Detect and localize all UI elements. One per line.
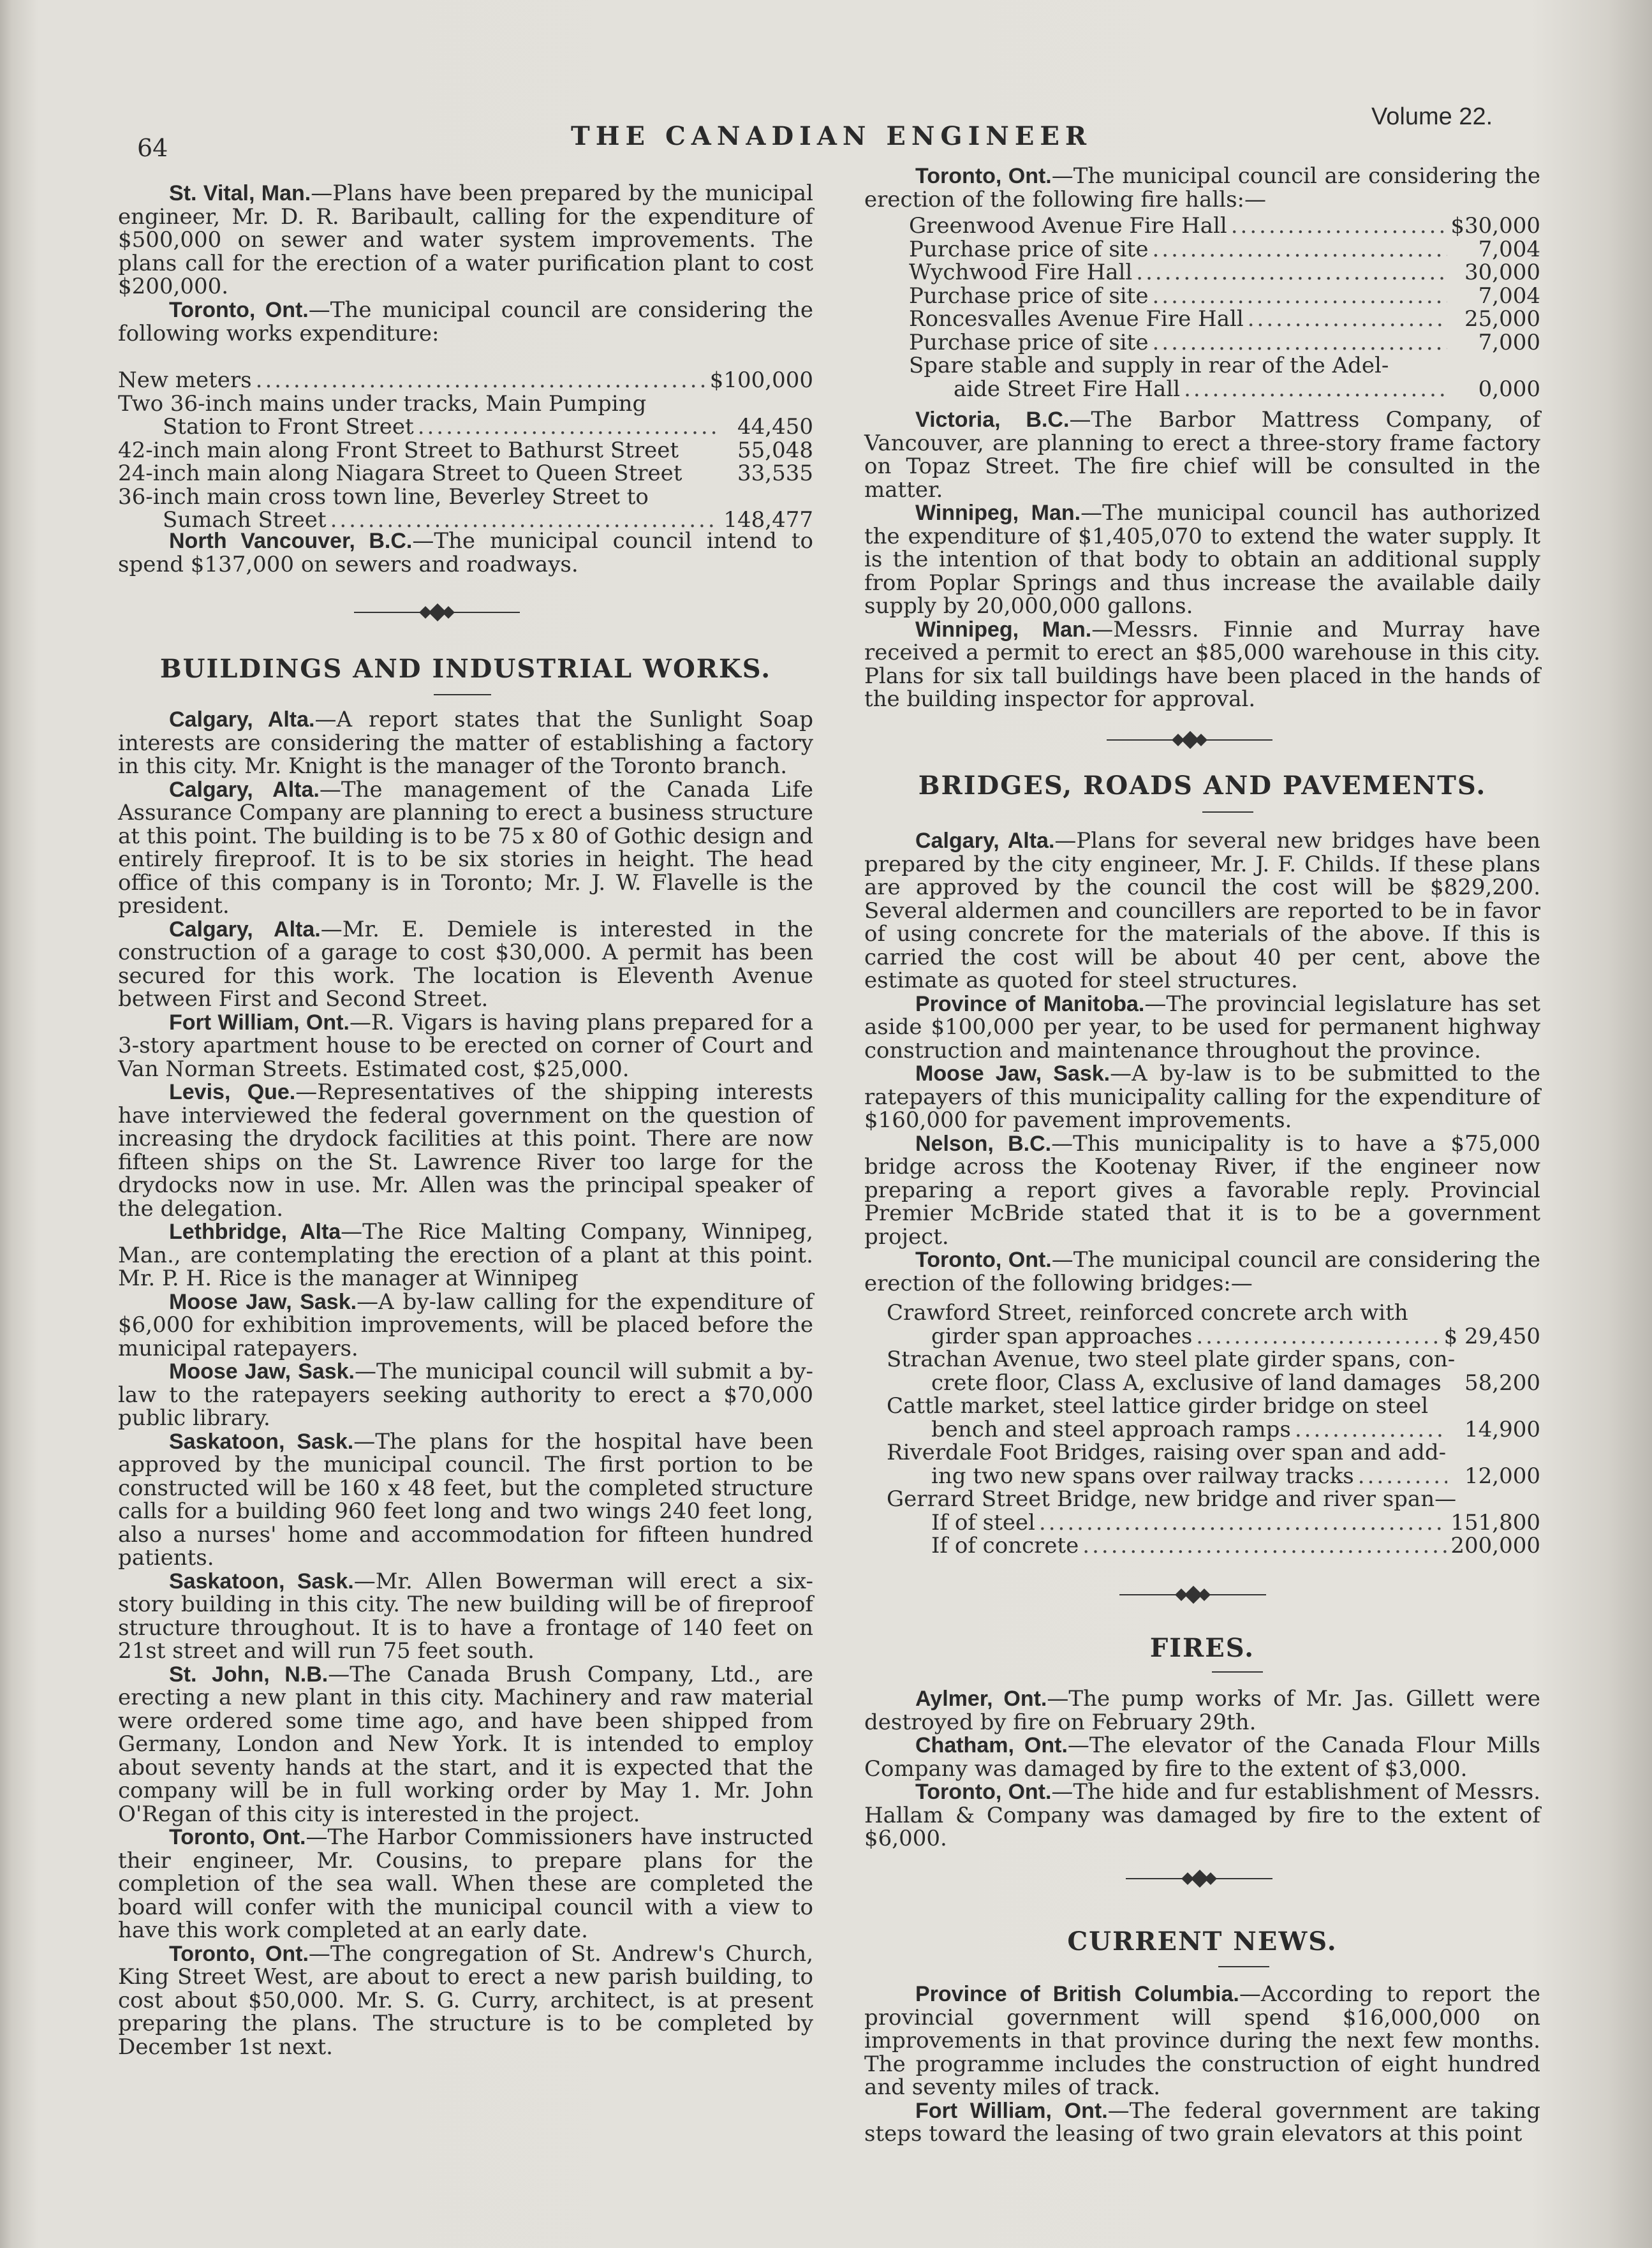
- table-row: [887, 1301, 1540, 1325]
- heading-rule: [1212, 1671, 1263, 1673]
- table-row: [909, 307, 1540, 331]
- item-text: —The Canada Brush Company, Ltd., are erecting a new plant in this city. Machinery and raw material were ordered some time ago, and have been shipped from Germany, London and New York. It is intended to employ about seventy hands at the start, and it is expected that the company will be in full working order by May 1. Mr. John O'Regan of this city is interested in the project.: [118, 1661, 813, 1827]
- place-name: Nelson, B.C.: [915, 1131, 1052, 1156]
- table-row: [887, 1348, 1540, 1372]
- news-item: [864, 1062, 1540, 1132]
- row-amount: 7,004: [1478, 283, 1540, 309]
- leader-dots: [1039, 1511, 1447, 1535]
- item-text: —The plans for the hospital have been approved by the municipal council. The first portion to be constructed will be 160 x 48 feet, but the completed structure calls for a building 960 feet long and two wings 240 feet long, also a nurses' home and accommodation for fifteen hundred patients.: [118, 1428, 814, 1571]
- running-head: THE CANADIAN ENGINEER: [571, 121, 1093, 151]
- row-label: Wychwood Fire Hall: [909, 260, 1133, 285]
- section-heading-fires: FIRES.: [1149, 1633, 1255, 1663]
- item-text: —A by-law calling for the expenditure of $6,000 for exhibition improvements, will be placed before the municipal ratepayers.: [118, 1289, 813, 1361]
- table-row: [887, 1418, 1540, 1442]
- section-heading-current-news: CURRENT NEWS.: [1067, 1926, 1338, 1956]
- item-text: —The municipal council are considering the erection of the following fire halls:—: [864, 163, 1540, 212]
- item-text: —Plans for several new bridges have been prepared by the city engineer, Mr. J. F. Childs. If these plans are approved by the council the cost will be $829,200. Several aldermen and councillers are reported to be in favor of using concrete for the materials of the above. If this is carried the cost will be about 40 per cent, above the estimate as quoted for steel structures.: [864, 828, 1541, 993]
- leader-dots: [1295, 1418, 1447, 1442]
- news-item: [118, 1290, 813, 1361]
- place-name: Province of Manitoba.: [915, 991, 1145, 1016]
- page-number: 64: [137, 134, 168, 162]
- place-name: Calgary, Alta.: [169, 777, 320, 802]
- item-text: —Messrs. Finnie and Murray have received a permit to erect an $85,000 warehouse in this city. Plans for six tall buildings have been placed in the hands of the building inspector for approval.: [864, 616, 1540, 712]
- expenditure-table: [118, 369, 813, 532]
- item-text: —The elevator of the Canada Flour Mills Company was damaged by fire to the extent of $3,000.: [864, 1733, 1540, 1782]
- row-label: Spare stable and supply in rear of the Adel-: [909, 353, 1389, 378]
- item-text: —The hide and fur establishment of Messrs. Hallam & Company was damaged by fire to the extent of $6,000.: [864, 1779, 1540, 1851]
- news-item: [864, 1687, 1540, 1734]
- heading-rule: [434, 694, 491, 695]
- row-amount: 58,200: [1464, 1370, 1540, 1396]
- place-name: Calgary, Alta.: [169, 917, 321, 942]
- item-text: —The pump works of Mr. Jas. Gillett were destroyed by fire on February 29th.: [864, 1686, 1540, 1735]
- table-row: [909, 285, 1540, 308]
- place-name: Toronto, Ont.: [915, 1248, 1052, 1272]
- table-row: [118, 462, 813, 485]
- section-ornament: [1126, 1872, 1272, 1885]
- table-row: [887, 1534, 1540, 1558]
- current-news-list: [864, 1983, 1540, 2146]
- item-text: —This municipality is to have a $75,000 bridge across the Kootenay River, if the engineer now preparing a report gives a favorable reply. Provincial Premier McBride stated that it is to be a government project.: [864, 1130, 1541, 1250]
- row-label: girder span approaches: [931, 1323, 1193, 1349]
- row-amount: 0,000: [1478, 376, 1540, 402]
- table-row: [118, 392, 813, 416]
- leader-dots: [1136, 261, 1447, 285]
- row-amount: 7,000: [1478, 329, 1540, 355]
- place-name: Winnipeg, Man.: [915, 501, 1081, 525]
- news-item: [118, 1011, 813, 1081]
- row-label: Two 36-inch mains under tracks, Main Pumping: [118, 390, 647, 417]
- item-text: —The municipal council will submit a by-law to the ratepayers seeking authority to erect a $70,000 public library.: [118, 1359, 814, 1431]
- news-item: [118, 1570, 813, 1663]
- row-label: Station to Front Street: [163, 414, 414, 440]
- leader-dots: [1152, 238, 1447, 262]
- row-amount: $100,000: [709, 367, 813, 393]
- news-item: [118, 1942, 813, 2059]
- item-text: —The municipal council are considering the following works expenditure:: [118, 297, 813, 346]
- place-name: Fort William, Ont.: [915, 2098, 1108, 2123]
- row-amount: 148,477: [723, 507, 813, 533]
- leader-dots: [1152, 331, 1447, 355]
- place-name: St. Vital, Man.: [169, 181, 311, 205]
- place-name: Province of British Columbia.: [915, 1982, 1239, 2006]
- news-item: [864, 501, 1540, 618]
- item-text: —The Rice Malting Company, Winnipeg, Man., are contemplating the erection of a plant at this point. Mr. P. H. Rice is the manager at Winnipeg: [118, 1219, 813, 1291]
- row-label: Purchase price of site: [909, 236, 1149, 262]
- table-row: [909, 354, 1540, 378]
- news-list: [864, 408, 1540, 711]
- place-name: Toronto, Ont.: [169, 298, 309, 322]
- buildings-list: [118, 708, 813, 2059]
- row-label: Greenwood Avenue Fire Hall: [909, 213, 1227, 239]
- place-name: Moose Jaw, Sask.: [915, 1061, 1110, 1086]
- row-label: New meters: [118, 367, 252, 393]
- news-item: [864, 2099, 1540, 2146]
- news-item: [118, 708, 813, 778]
- news-item: [118, 1360, 813, 1430]
- row-label: bench and steel approach ramps: [931, 1416, 1291, 1442]
- row-label: 24-inch main along Niagara Street to Queen Street: [118, 461, 682, 486]
- row-label: Sumach Street: [163, 507, 327, 533]
- news-item: [864, 408, 1540, 501]
- news-item: [864, 1132, 1540, 1249]
- place-name: Toronto, Ont.: [915, 1780, 1052, 1804]
- row-amount: 55,048: [737, 437, 813, 463]
- item-text: —Mr. Allen Bowerman will erect a six-story building in this city. The new building will be of fireproof structure throughout. It is to have a frontage of 140 feet on 21st street and will run 75 feet south.: [118, 1568, 813, 1664]
- table-row: [118, 415, 813, 439]
- item-text: —The municipal council are considering the erection of the following bridges:—: [864, 1247, 1540, 1296]
- row-amount: $ 29,450: [1443, 1323, 1540, 1349]
- row-amount: 30,000: [1464, 260, 1540, 285]
- item-text: —According to report the provincial government will spend $16,000,000 on improvements in that province during the next few months. The programme includes the construction of eight hundred and seventy miles of track.: [864, 1981, 1540, 2100]
- fires-list: [864, 1687, 1540, 1851]
- item-text: —The federal government are taking steps toward the leasing of two grain elevators at this point: [864, 2097, 1540, 2147]
- news-item: [864, 829, 1540, 993]
- item-text: —Plans have been prepared by the municipal engineer, Mr. D. R. Baribault, calling for the expenditure of $500,000 on sewer and water system improvements. The plans call for the erection of a water purification plant to cost $200,000.: [118, 181, 813, 299]
- table-row: [909, 378, 1540, 401]
- leader-dots: [1231, 214, 1447, 238]
- news-item: [864, 165, 1540, 211]
- heading-rule: [1202, 811, 1253, 813]
- news-item: [118, 1220, 813, 1290]
- table-row: [887, 1394, 1540, 1418]
- table-row: [887, 1465, 1540, 1488]
- volume-label: Volume 22.: [1371, 103, 1493, 130]
- row-amount: 151,800: [1450, 1509, 1540, 1535]
- item-text: —Mr. E. Demiele is interested in the construction of a garage to cost $30,000. A permit has been secured for this work. The location is Eleventh Avenue between First and Second Street.: [118, 916, 813, 1012]
- table-row: [909, 261, 1540, 285]
- bridges-list: [864, 829, 1540, 1295]
- news-item: [118, 778, 813, 918]
- news-item: [118, 1430, 813, 1570]
- row-label: Gerrard Street Bridge, new bridge and river span—: [887, 1486, 1457, 1512]
- heading-rule: [1218, 1966, 1269, 1967]
- row-amount: 7,004: [1478, 236, 1540, 262]
- row-label: Crawford Street, reinforced concrete arch with: [887, 1300, 1408, 1326]
- row-label: Riverdale Foot Bridges, raising over span and add-: [887, 1440, 1447, 1465]
- item-text: —The management of the Canada Life Assurance Company are planning to erect a business structure at this point. The building is to be 75 x 80 of Gothic design and entirely fireproof. It is to be six stories in height. The head office of this company is in Toronto; Mr. J. W. Flavelle is the president.: [118, 776, 813, 919]
- table-row: [887, 1441, 1540, 1465]
- row-amount: $30,000: [1450, 213, 1540, 239]
- row-label: crete floor, Class A, exclusive of land damages: [931, 1370, 1442, 1396]
- row-amount: 33,535: [737, 461, 813, 486]
- fire-halls-table: [909, 214, 1540, 401]
- row-amount: 200,000: [1450, 1533, 1540, 1558]
- place-name: Fort William, Ont.: [169, 1010, 350, 1035]
- row-label: 42-inch main along Front Street to Bathurst Street: [118, 437, 679, 463]
- row-amount: 44,450: [737, 414, 813, 440]
- row-amount: 12,000: [1464, 1463, 1540, 1489]
- item-text: —A report states that the Sunlight Soap interests are considering the matter of establishing a factory in this city. Mr. Knight is the manager of the Toronto branch.: [118, 707, 814, 779]
- item-text: —The Barbor Mattress Company, of Vancouver, are planning to erect a three-story frame factory on Topaz Street. The fire chief will be consulted in the matter.: [864, 407, 1540, 503]
- table-row: [887, 1372, 1540, 1395]
- leader-dots: [256, 369, 706, 392]
- leader-dots: [1248, 307, 1447, 331]
- news-item: [864, 1780, 1540, 1851]
- news-item: [864, 1734, 1540, 1780]
- place-name: Calgary, Alta.: [169, 707, 315, 732]
- row-amount: 25,000: [1464, 306, 1540, 332]
- item-text: —Representatives of the shipping interests have interviewed the federal government on the question of increasing the drydock facilities at this point. There are now fifteen ships on the St. Lawrence River too large for the drydocks now in use. Mr. Allen was the principal speaker of the delegation.: [118, 1079, 813, 1222]
- item-text: —A by-law is to be submitted to the ratepayers of this municipality calling for the expenditure of $160,000 for pavement improvements.: [864, 1061, 1540, 1133]
- row-amount: 14,900: [1464, 1416, 1540, 1442]
- leader-dots: [1082, 1534, 1447, 1558]
- row-label: Cattle market, steel lattice girder bridge on steel: [887, 1393, 1429, 1419]
- table-row: [887, 1325, 1540, 1349]
- section-heading-bridges: BRIDGES, ROADS AND PAVEMENTS.: [918, 771, 1487, 801]
- table-row: [118, 369, 813, 392]
- news-item: [118, 1663, 813, 1826]
- item-text: —The provincial legislature has set aside $100,000 per year, to be used for permanent highway construction and maintenance throughout the province.: [864, 991, 1541, 1063]
- news-item: [118, 529, 813, 576]
- leader-dots: [1152, 285, 1447, 308]
- place-name: Toronto, Ont.: [169, 1825, 306, 1849]
- item-text: —The congregation of St. Andrew's Church, King Street West, are about to erect a new parish building, to cost about $50,000. Mr. S. G. Curry, architect, is at present preparing the plans. The structure is to be completed by December 1st next.: [118, 1941, 813, 2060]
- item-text: —The Harbor Commissioners have instructed their engineer, Mr. Cousins, to prepare plans for the completion of the sea wall. When these are completed the board will confer with the municipal council with a view to have this work completed at an early date.: [118, 1824, 813, 1943]
- leader-dots: [1358, 1465, 1447, 1488]
- row-label: Purchase price of site: [909, 329, 1149, 355]
- leader-dots: [418, 415, 720, 439]
- place-name: North Vancouver, B.C.: [169, 529, 413, 553]
- news-item: [864, 1983, 1540, 2099]
- table-row: [118, 439, 813, 462]
- section-ornament: [1119, 1588, 1266, 1601]
- place-name: Levis, Que.: [169, 1080, 296, 1104]
- place-name: St. John, N.B.: [169, 1662, 328, 1687]
- place-name: Winnipeg, Man.: [915, 617, 1092, 642]
- place-name: Aylmer, Ont.: [915, 1687, 1047, 1711]
- leader-dots: [1196, 1325, 1440, 1349]
- place-name: Calgary, Alta.: [915, 829, 1055, 853]
- row-label: aide Street Fire Hall: [954, 376, 1181, 402]
- place-name: Toronto, Ont.: [169, 1941, 309, 1966]
- leader-dots: [1184, 378, 1447, 401]
- news-item: [118, 182, 813, 299]
- place-name: Moose Jaw, Sask.: [169, 1289, 357, 1314]
- item-text: —The municipal council intend to spend $137,000 on sewers and roadways.: [118, 528, 813, 577]
- news-item: [864, 993, 1540, 1063]
- row-label: ing two new spans over railway tracks: [931, 1463, 1354, 1489]
- row-label: Purchase price of site: [909, 283, 1149, 309]
- row-label: 36-inch main cross town line, Beverley Street to: [118, 484, 649, 510]
- place-name: Victoria, B.C.: [915, 408, 1070, 432]
- place-name: Moose Jaw, Sask.: [169, 1359, 355, 1384]
- news-item: [864, 1248, 1540, 1295]
- table-row: [909, 331, 1540, 355]
- place-name: Chatham, Ont.: [915, 1733, 1068, 1757]
- news-item: [118, 918, 813, 1011]
- row-label: Strachan Avenue, two steel plate girder spans, con-: [887, 1347, 1456, 1372]
- place-name: Toronto, Ont.: [915, 164, 1052, 188]
- place-name: Saskatoon, Sask.: [169, 1429, 354, 1454]
- section-ornament: [354, 606, 520, 619]
- table-row: [909, 214, 1540, 238]
- news-item: [864, 618, 1540, 711]
- section-heading-buildings: BUILDINGS AND INDUSTRIAL WORKS.: [159, 654, 772, 684]
- table-row: [887, 1488, 1540, 1511]
- table-row: [887, 1511, 1540, 1535]
- table-row: [909, 238, 1540, 262]
- table-row: [118, 485, 813, 509]
- section-ornament: [1107, 734, 1272, 746]
- row-label: If of concrete: [931, 1533, 1079, 1558]
- place-name: Saskatoon, Sask.: [169, 1569, 354, 1594]
- item-text: —R. Vigars is having plans prepared for a 3-story apartment house to be erected on corner of Court and Van Norman Streets. Estimated cost, $25,000.: [118, 1009, 813, 1082]
- news-item: [118, 1081, 813, 1220]
- row-label: Roncesvalles Avenue Fire Hall: [909, 306, 1244, 332]
- news-item: [118, 299, 813, 345]
- news-item: [118, 1826, 813, 1942]
- bridges-table: [887, 1301, 1540, 1558]
- row-label: If of steel: [931, 1509, 1035, 1535]
- place-name: Lethbridge, Alta: [169, 1220, 341, 1244]
- item-text: —The municipal council has authorized the expenditure of $1,405,070 to extend the water supply. It is the intention of that body to obtain an additional supply from Poplar Springs and thus increase the available daily supply by 20,000,000 gallons.: [864, 500, 1540, 619]
